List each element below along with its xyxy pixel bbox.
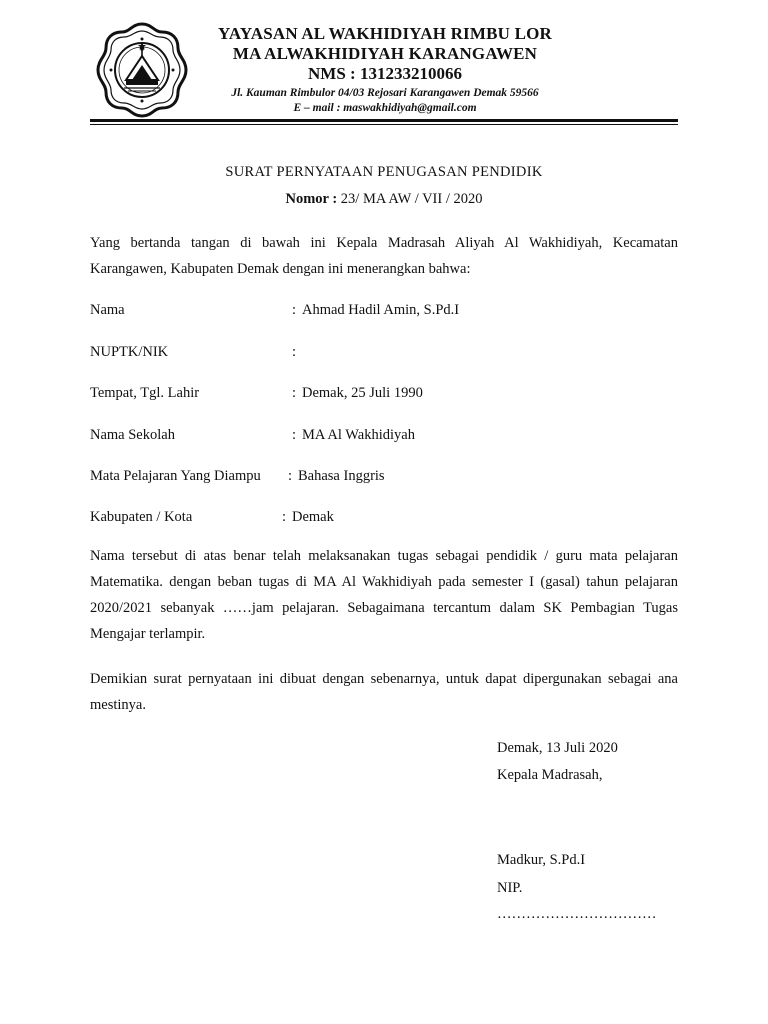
- document-title: SURAT PERNYATAAN PENUGASAN PENDIDIK: [225, 164, 543, 180]
- field-label: Tempat, Tgl. Lahir: [90, 385, 200, 401]
- field-separator: :: [292, 302, 297, 318]
- letterhead-school: MA ALWAKHIDIYAH KARANGAWEN: [232, 44, 538, 63]
- body-paragraph: Nama tersebut di atas benar telah melaksanakan tugas sebagai pendidik / guru mata pelajaran Matematika. dengan beban tugas di MA Al Wakhidiyah pada semester I (gasal) tahun pelajaran 2020/2021 sebanyak ……jam pelajaran. Sebagaimana tercantum dalam SK Pembagian Tugas Mengajar terlampir.: [90, 548, 678, 642]
- field-separator: :: [292, 385, 297, 401]
- field-label: Nama Sekolah: [90, 427, 175, 443]
- signature-name: Madkur, S.Pd.I: [497, 852, 586, 868]
- field-value: Ahmad Hadil Amin, S.Pd.I: [302, 302, 460, 318]
- field-label: Nama: [90, 302, 125, 318]
- field-value: Demak: [292, 509, 334, 525]
- field-value: Demak, 25 Juli 1990: [302, 385, 423, 401]
- field-label: Kabupaten / Kota: [90, 509, 193, 525]
- letterhead-email: E – mail : maswakhidiyah@gmail.com: [293, 102, 477, 114]
- signature-nip-label: NIP.: [497, 880, 523, 896]
- letterhead: [150, 24, 620, 115]
- document-number-value: 23/ MA AW / VII / 2020: [337, 191, 483, 207]
- intro-paragraph: Yang bertanda tangan di bawah ini Kepala Madrasah Aliyah Al Wakhidiyah, Kecamatan Karangawen, Kabupaten Demak dengan ini menerangkan bahwa:: [90, 235, 678, 277]
- signature-position: Kepala Madrasah,: [497, 767, 603, 783]
- letterhead-divider-thin: [90, 124, 678, 125]
- letterhead-nms: NMS : 131233210066: [308, 64, 462, 83]
- document-number-label: Nomor :: [285, 191, 338, 207]
- field-value: Bahasa Inggris: [298, 468, 385, 484]
- letterhead-divider-thick: [90, 119, 678, 122]
- field-separator: :: [282, 509, 287, 525]
- field-separator: :: [288, 468, 293, 484]
- field-value: MA Al Wakhidiyah: [302, 427, 415, 443]
- signature-place-date: Demak, 13 Juli 2020: [497, 740, 618, 756]
- closing-paragraph: Demikian surat pernyataan ini dibuat dengan sebenarnya, untuk dapat dipergunakan sebagai ana mestinya.: [90, 671, 678, 713]
- field-separator: :: [292, 427, 297, 443]
- letterhead-address: Jl. Kauman Rimbulor 04/03 Rejosari Karangawen Demak 59566: [231, 87, 539, 99]
- signature-nip-value: ……………………………: [497, 906, 657, 922]
- field-label: Mata Pelajaran Yang Diampu: [90, 468, 261, 484]
- field-label: NUPTK/NIK: [90, 344, 169, 360]
- document-number: [90, 191, 678, 208]
- field-separator: :: [292, 344, 297, 360]
- letterhead-foundation: YAYASAN AL WAKHIDIYAH RIMBU LOR: [217, 24, 553, 43]
